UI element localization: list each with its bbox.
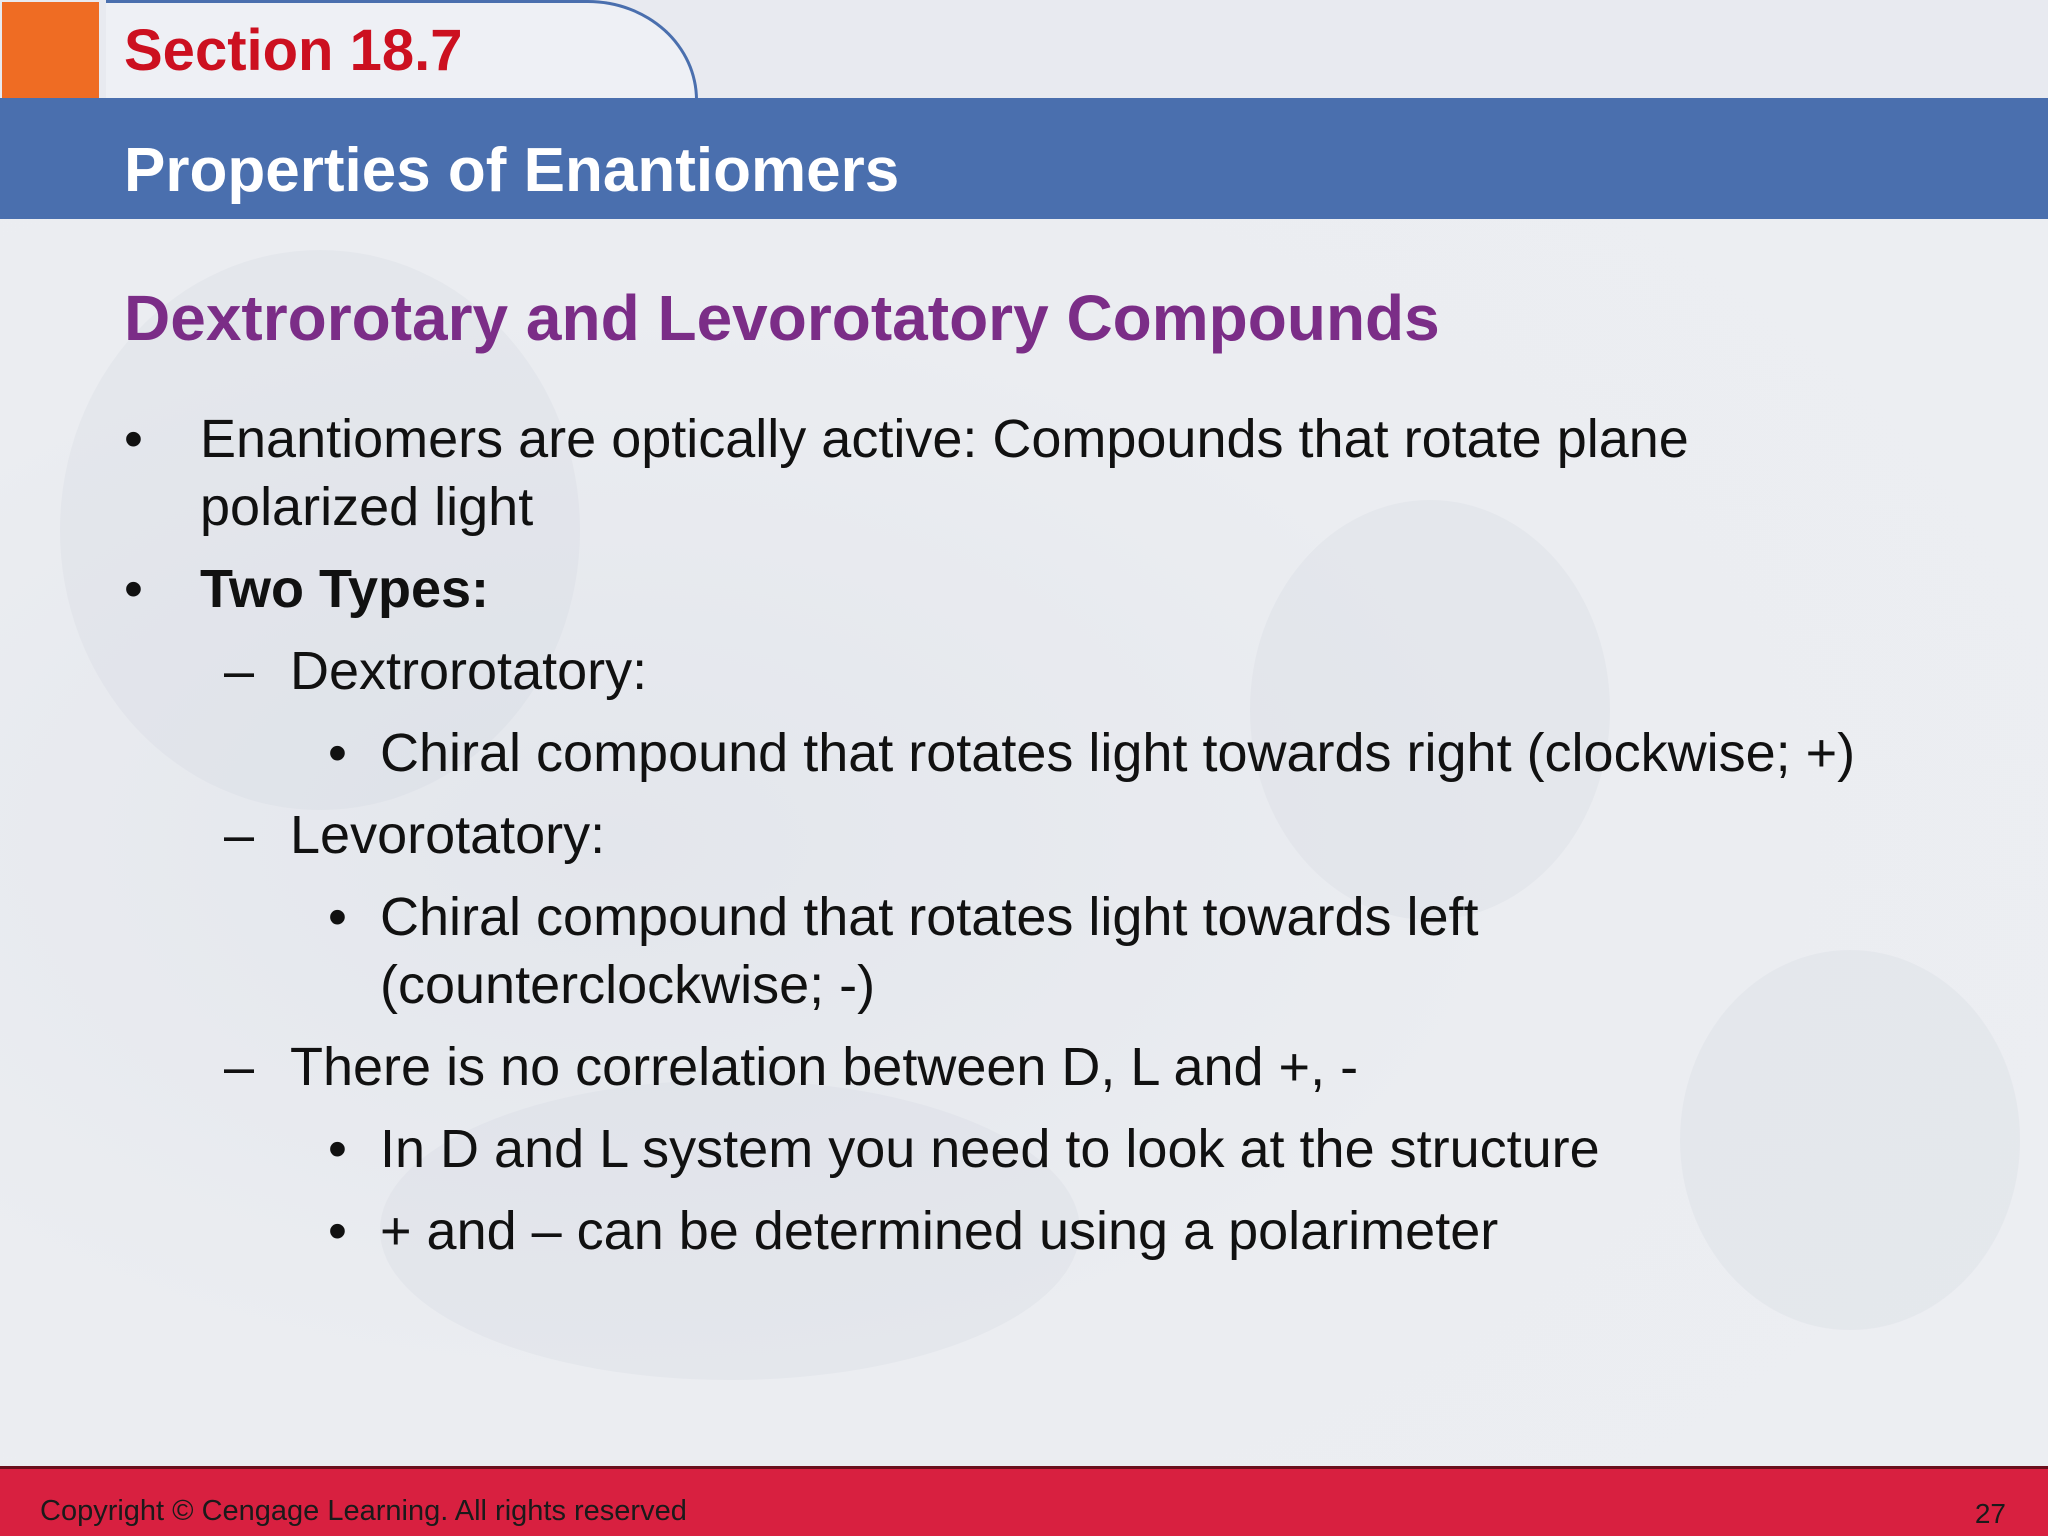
bullet-text-optically-active: Enantiomers are optically active: Compounds that rotate plane: [200, 409, 1689, 469]
section-accent-block: [2, 2, 99, 99]
sub-bullet-marker: •: [328, 1201, 347, 1261]
bullet-marker: •: [124, 409, 143, 469]
page-number: 27: [1974, 1498, 2006, 1529]
section-label: Section 18.7: [124, 18, 463, 83]
sub-bullet-marker: •: [328, 723, 347, 783]
sub-bullet-marker: •: [328, 1119, 347, 1179]
slide-title: Properties of Enantiomers: [124, 136, 900, 205]
dash-text-no-correlation: There is no correlation between D, L and +, -: [290, 1037, 1359, 1097]
bullet-text-two-types: Two Types:: [200, 559, 490, 619]
background-decoration: [1680, 950, 2020, 1330]
dash-text-levorotatory: Levorotatory:: [290, 805, 606, 865]
sub-bullet-marker: •: [328, 887, 347, 947]
sub-bullet-text-continuation: (counterclockwise; -): [380, 955, 876, 1015]
dash-marker: –: [224, 641, 255, 701]
bullet-marker: •: [124, 559, 143, 619]
slide-subtitle: Dextrorotary and Levorotatory Compounds: [124, 282, 1440, 354]
sub-bullet-text-polarimeter: + and – can be determined using a polarimeter: [380, 1201, 1499, 1261]
sub-bullet-text-structure: In D and L system you need to look at the structure: [380, 1119, 1600, 1179]
sub-bullet-text-clockwise: Chiral compound that rotates light towards right (clockwise; +): [380, 723, 1856, 783]
background-decoration: [1250, 500, 1610, 920]
copyright-notice: Copyright © Cengage Learning. All rights reserved: [40, 1495, 687, 1527]
dash-marker: –: [224, 805, 255, 865]
dash-text-dextrorotatory: Dextrorotatory:: [290, 641, 648, 701]
dash-marker: –: [224, 1037, 255, 1097]
bullet-text-continuation: polarized light: [200, 477, 534, 537]
sub-bullet-text-counterclockwise: Chiral compound that rotates light towards left: [380, 887, 1479, 947]
